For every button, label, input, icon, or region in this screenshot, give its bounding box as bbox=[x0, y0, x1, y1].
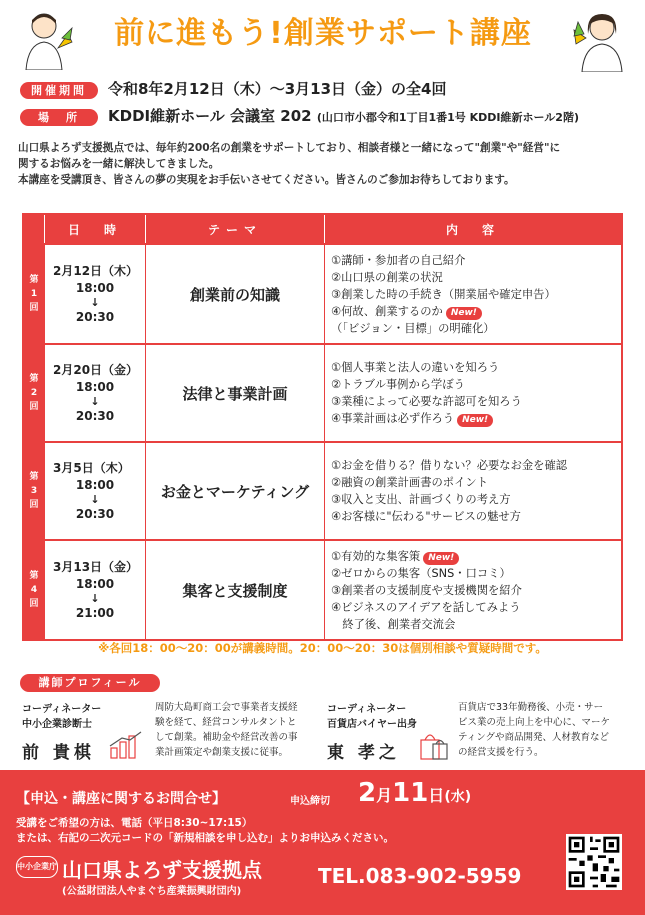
session-content-1 bbox=[325, 244, 623, 344]
session-label-3: 第 3 回 bbox=[23, 442, 45, 540]
session-content-4 bbox=[325, 540, 623, 640]
intro-line-2: 関するお悩みを一緒に解決してきました。 bbox=[18, 158, 220, 170]
session-header bbox=[23, 214, 45, 244]
list-item: ①お金を借りる？借りない？必要なお金を確認 bbox=[331, 459, 568, 472]
session-label-2: 第 2 回 bbox=[23, 344, 45, 442]
qr-code-icon[interactable] bbox=[566, 834, 622, 890]
session-datetime-1 bbox=[45, 244, 146, 344]
session-datetime-3 bbox=[45, 442, 146, 540]
session-end: 20:30 bbox=[75, 506, 115, 521]
list-item: ②トラブル事例から学ぼう bbox=[331, 378, 465, 391]
agency-badge: 中小企業庁 bbox=[16, 856, 58, 878]
list-item: ①講師・参加者の自己紹介 bbox=[331, 253, 466, 267]
shopping-bag-icon bbox=[417, 728, 451, 762]
list-item: ②山口県の創業の状況 bbox=[331, 270, 443, 284]
coordinator-title: 中小企業診断士 bbox=[22, 719, 92, 730]
intro-line-1: 山口県よろず支援拠点では、毎年約200名の創業をサポートしており、相談者様と一緒になって"創業"や"経営"に bbox=[18, 142, 561, 154]
list-item: （「ビジョン・目標」の明確化） bbox=[331, 321, 495, 335]
theme-header: テーマ bbox=[146, 214, 325, 244]
session-start: 18:00 bbox=[75, 576, 115, 591]
intro-text bbox=[18, 140, 630, 188]
profile-label: 講師プロフィール bbox=[20, 674, 160, 692]
session-datetime-4 bbox=[45, 540, 146, 640]
list-item: ④事業計画は必ず作ろう New! bbox=[331, 410, 615, 427]
deadline-label: 申込締切 bbox=[290, 796, 330, 807]
period-label: 開催期間 bbox=[20, 82, 98, 99]
session-theme-3: お金とマーケティング bbox=[146, 442, 325, 540]
deadline-date: 2月11日(水) bbox=[358, 778, 472, 808]
coordinator-2-desc: 百貨店で33年勤務後、小売・サー ビス業の売上向上を中心に、マーケ ティングや商品開発、人材教育など の経営支援を行う。 bbox=[458, 702, 611, 758]
session-label-4: 第 4 回 bbox=[23, 540, 45, 640]
coordinator-role: コーディネーター bbox=[22, 704, 102, 715]
date-header: 日 時 bbox=[45, 214, 146, 244]
session-date: 2月20日（金） bbox=[53, 362, 139, 377]
list-item: ④何故、創業するのか New! bbox=[331, 303, 615, 320]
session-end: 20:30 bbox=[75, 309, 115, 324]
new-badge: New! bbox=[446, 307, 482, 320]
org-name: 山口県よろず支援拠点 bbox=[62, 858, 262, 882]
coordinator-name: 東 孝之 bbox=[327, 743, 400, 763]
org-sub: (公益財団法人やまぐち産業振興財団内) bbox=[62, 886, 242, 897]
session-label-1: 第 1 回 bbox=[23, 244, 45, 344]
person-illustration-right bbox=[572, 10, 628, 72]
venue-label: 場 所 bbox=[20, 109, 98, 126]
inquiry-text: 受講をご希望の方は、電話（平日8:30~17:15） または、右記の二次元コードの「新規相談を申し込む」よりお申込みください。 bbox=[16, 817, 394, 844]
tel-number: TEL.083-902-5959 bbox=[318, 864, 522, 888]
inquiry-heading: 【申込・講座に関するお問合せ】 bbox=[16, 791, 226, 807]
venue-value bbox=[108, 105, 579, 126]
new-badge: New! bbox=[457, 414, 493, 427]
bar-chart-icon bbox=[108, 730, 144, 760]
list-item: ④お客様に"伝わる"サービスの魅せ方 bbox=[331, 510, 521, 523]
footer bbox=[0, 770, 645, 915]
table-row-session-3 bbox=[23, 442, 622, 540]
session-start: 18:00 bbox=[75, 280, 115, 295]
table-row-session-4 bbox=[23, 540, 622, 640]
list-item: ②融資の創業計画書のポイント bbox=[331, 476, 488, 489]
list-item: ④ビジネスのアイデアを話してみよう bbox=[331, 600, 521, 614]
coordinator-name: 前 貴棋 bbox=[22, 743, 95, 763]
coordinator-title: 百貨店バイヤー出身 bbox=[327, 719, 417, 730]
session-date: 2月12日（木） bbox=[53, 263, 139, 278]
session-start: 18:00 bbox=[75, 379, 115, 394]
table-header-row bbox=[23, 214, 622, 244]
coordinator-role: コーディネーター bbox=[327, 704, 407, 715]
session-date: 3月5日（木） bbox=[53, 460, 130, 475]
list-item: ①個人事業と法人の違いを知ろう bbox=[331, 361, 500, 374]
arrow-down-icon: ↓ bbox=[90, 591, 100, 605]
session-date: 3月13日（金） bbox=[53, 559, 139, 574]
list-item: ③収入と支出、計画づくりの考え方 bbox=[331, 493, 511, 506]
list-item: 終了後、創業者交流会 bbox=[331, 617, 456, 631]
session-theme-2: 法律と事業計画 bbox=[146, 344, 325, 442]
period-value: 令和8年2月12日（木）～3月13日（金）の全4回 bbox=[108, 80, 447, 98]
arrow-down-icon: ↓ bbox=[90, 492, 100, 506]
person-illustration-left bbox=[18, 8, 74, 70]
list-item: ①有効的な集客策 New! bbox=[331, 548, 615, 565]
coordinator-1-desc: 周防大島町商工会で事業者支援経 験を経て、経営コンサルタントと して創業。補助金や経営改善の事 業計画策定や創業支援に従事。 bbox=[155, 702, 298, 758]
session-theme-1: 創業前の知識 bbox=[146, 244, 325, 344]
venue-name: KDDI維新ホール 会議室 202 bbox=[108, 107, 312, 125]
intro-line-3: 本講座を受講頂き、皆さんの夢の実現をお手伝いさせてください。皆さんのご参加お待ちしております。 bbox=[18, 174, 515, 186]
content-header: 内 容 bbox=[325, 214, 623, 244]
list-item: ③業種によって必要な許認可を知ろう bbox=[331, 395, 522, 408]
list-item: ③創業者の支援制度や支援機関を紹介 bbox=[331, 583, 522, 597]
arrow-down-icon: ↓ bbox=[90, 394, 100, 408]
venue-address: (山口市小郡令和1丁目1番1号 KDDI維新ホール2階) bbox=[316, 111, 579, 124]
table-row-session-1 bbox=[23, 244, 622, 344]
session-content-2 bbox=[325, 344, 623, 442]
list-item: ②ゼロからの集客（SNS・口コミ） bbox=[331, 566, 511, 580]
session-theme-4: 集客と支援制度 bbox=[146, 540, 325, 640]
new-badge: New! bbox=[423, 552, 459, 565]
schedule-table bbox=[22, 213, 623, 641]
session-end: 21:00 bbox=[75, 605, 115, 620]
table-row-session-2 bbox=[23, 344, 622, 442]
session-start: 18:00 bbox=[75, 477, 115, 492]
page-title: 前に進もう!創業サポート講座 bbox=[114, 16, 532, 51]
session-end: 20:30 bbox=[75, 408, 115, 423]
list-item: ③創業した時の手続き（開業届や確定申告） bbox=[331, 287, 556, 301]
session-datetime-2 bbox=[45, 344, 146, 442]
session-content-3 bbox=[325, 442, 623, 540]
schedule-note: ※各回18：00～20：00が講義時間。20：00～20：30は個別相談や質疑時間です。 bbox=[98, 641, 547, 655]
arrow-down-icon: ↓ bbox=[90, 295, 100, 309]
